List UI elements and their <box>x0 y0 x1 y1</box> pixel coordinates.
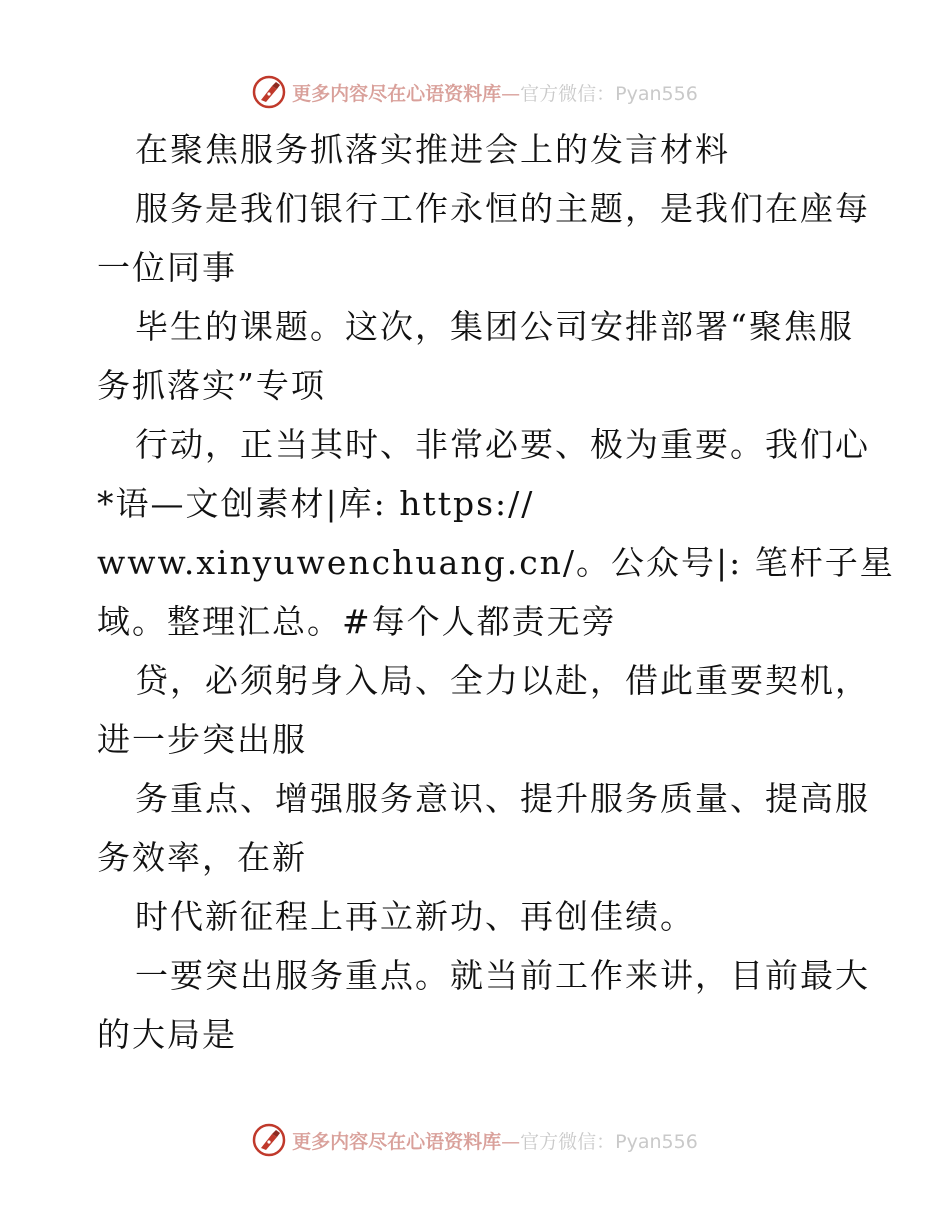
header-watermark <box>0 72 950 112</box>
paragraph-line: 一要突出服务重点。就当前工作来讲，目前最大 <box>135 956 870 995</box>
paragraph-line: www.xinyuwenchuang.cn/。公众号|: 笔杆子星 <box>97 543 895 582</box>
paragraph-line: 行动，正当其时、非常必要、极为重要。我们心 <box>135 425 870 464</box>
paragraph-line: 务效率，在新 <box>97 838 307 877</box>
paragraph-line: 务重点、增强服务意识、提升服务质量、提高服 <box>135 779 870 818</box>
paragraph-line: 进一步突出服 <box>97 720 307 759</box>
footer-watermark <box>0 1120 950 1160</box>
pen-nib-logo-icon <box>252 75 286 109</box>
document-title: 在聚焦服务抓落实推进会上的发言材料 <box>135 130 730 169</box>
watermark-text: 更多内容尽在心语资料库—官方微信：Pyan556 <box>292 1130 698 1153</box>
paragraph-line: *语—文创素材|库: https:// <box>97 484 535 523</box>
pen-nib-logo-icon <box>252 1123 286 1157</box>
paragraph-line: 时代新征程上再立新功、再创佳绩。 <box>135 897 695 936</box>
paragraph-line: 服务是我们银行工作永恒的主题，是我们在座每 <box>135 189 870 228</box>
paragraph-line: 毕生的课题。这次，集团公司安排部署“聚焦服 <box>135 307 854 346</box>
paragraph-line: 贷，必须躬身入局、全力以赴，借此重要契机， <box>135 661 870 700</box>
paragraph-line: 的大局是 <box>97 1015 237 1054</box>
paragraph-line: 务抓落实”专项 <box>97 366 326 405</box>
paragraph-line: 一位同事 <box>97 248 237 287</box>
paragraph-line: 域。整理汇总。#每个人都责无旁 <box>97 602 617 641</box>
watermark-text: 更多内容尽在心语资料库—官方微信：Pyan556 <box>292 82 698 105</box>
document-body <box>97 120 895 1064</box>
